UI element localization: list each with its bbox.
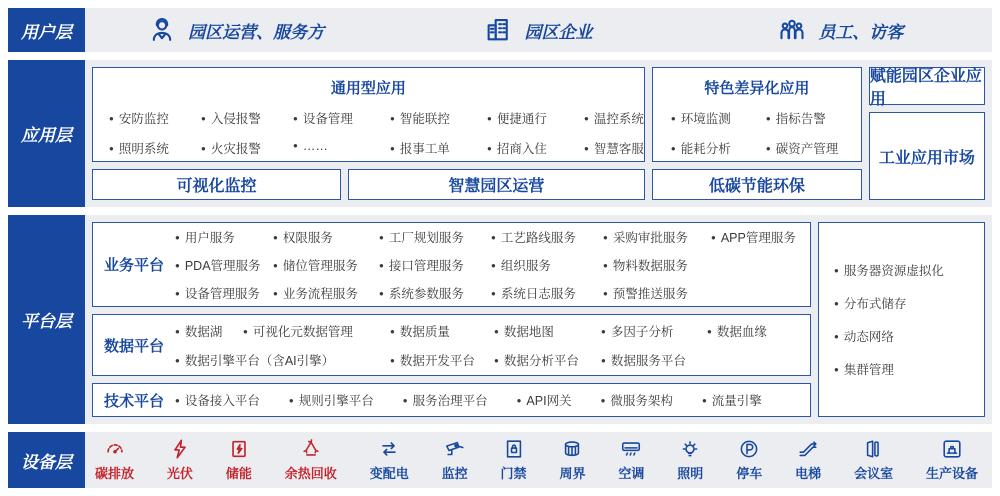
door-lock-icon [503, 438, 525, 460]
business-row [175, 256, 810, 274]
recycle-icon [300, 438, 322, 460]
platform-left-column [92, 222, 811, 417]
data-platform-box [92, 314, 811, 376]
device-perimeter [559, 438, 585, 482]
operator-icon [148, 16, 176, 44]
platform-item: ● API网关 [517, 391, 572, 409]
platform-item: ● 规则引擎平台 [289, 391, 374, 409]
platform-item: ● 数据质量 [390, 322, 494, 340]
platform-layer-band [8, 215, 992, 424]
user-layer-label: 用户层 [8, 8, 85, 52]
featured-apps-items [653, 98, 861, 157]
tech-platform-box [92, 383, 811, 417]
device-label: 余热回收 [284, 466, 337, 481]
app-item: ● 便捷通行 [487, 109, 584, 127]
featured-apps-title: 特色差异化应用 [704, 80, 810, 97]
business-platform-title: 业务平台 [103, 257, 164, 274]
device-label: 光伏 [166, 466, 193, 481]
device-power-distribution [370, 438, 409, 482]
escalator-icon [797, 438, 819, 460]
app-item: ● 智慧客服 [584, 139, 644, 157]
data-row [175, 322, 810, 340]
building-icon [484, 16, 512, 44]
application-layer-label: 应用层 [8, 60, 85, 207]
device-label: 周界 [559, 466, 586, 481]
app-item: ● 入侵报警 [201, 109, 293, 127]
enterprise-apps-column [869, 67, 985, 200]
device-label: 空调 [618, 466, 645, 481]
people-icon [778, 16, 806, 44]
meeting-room-icon [863, 438, 885, 460]
app-item: ● 照明系统 [109, 139, 201, 157]
app-item: ● 环境监测 [671, 109, 766, 127]
application-layer-band [8, 60, 992, 207]
device-energy-storage [226, 438, 252, 482]
business-row [175, 228, 810, 246]
platform-item: ● 系统参数服务 [379, 284, 491, 302]
platform-item: ● 服务治理平台 [403, 391, 488, 409]
device-production-equipment [926, 438, 978, 482]
infra-item: ● 分布式储存 [834, 294, 984, 312]
platform-item: ● 多因子分析 [601, 322, 707, 340]
device-lighting [677, 438, 703, 482]
infra-item: ● 动态网络 [834, 327, 984, 345]
general-apps-box [92, 67, 645, 162]
empower-enterprise-box: 赋能园区企业应用 [869, 67, 985, 105]
battery-icon [228, 438, 250, 460]
perimeter-icon [561, 438, 583, 460]
user-group-operators [85, 8, 387, 52]
device-elevator [795, 438, 821, 482]
low-carbon-bar: 低碳节能环保 [652, 169, 862, 200]
infra-item: ● 集群管理 [834, 360, 984, 378]
platform-item: ● 数据服务平台 [601, 351, 707, 369]
parking-icon [738, 438, 760, 460]
featured-apps-box [652, 67, 862, 162]
platform-item: ● 储位管理服务 [273, 256, 379, 274]
general-apps-items [93, 98, 644, 157]
platform-item: ● 流量引擎 [702, 391, 762, 409]
platform-item: ● 系统日志服务 [491, 284, 603, 302]
tech-platform-title: 技术平台 [103, 392, 164, 410]
general-apps-bars [92, 169, 645, 200]
platform-item: ● 数据引擎平台（含AI引擎） [175, 351, 390, 369]
platform-item: ● 数据分析平台 [494, 351, 601, 369]
platform-item: ● 设备管理服务 [175, 284, 273, 302]
data-platform-items [175, 322, 810, 369]
platform-layer-label: 平台层 [8, 215, 85, 424]
app-item: ● 温控系统 [584, 109, 644, 127]
platform-item: ● 设备接入平台 [175, 391, 260, 409]
platform-item: ● 数据开发平台 [390, 351, 494, 369]
featured-apps-column [652, 67, 862, 200]
platform-item: ● 工厂规划服务 [379, 228, 491, 246]
device-label: 会议室 [854, 466, 894, 481]
device-surveillance [442, 438, 468, 482]
device-carbon-emission [95, 438, 134, 482]
app-item: ● 火灾报警 [201, 139, 293, 157]
device-label: 碳排放 [95, 466, 135, 481]
business-platform-items [175, 228, 810, 302]
device-label: 储能 [225, 466, 252, 481]
device-meeting-room [854, 438, 893, 482]
platform-item: ● 数据血缘 [707, 322, 810, 340]
platform-item: ● 权限服务 [273, 228, 379, 246]
light-bulb-icon [679, 438, 701, 460]
platform-item: ● 组织服务 [491, 256, 603, 274]
bolt-icon [169, 438, 191, 460]
app-item: ● 安防监控 [109, 109, 201, 127]
user-layer-band [8, 8, 992, 52]
business-platform-box [92, 222, 811, 307]
app-item: ● 能耗分析 [671, 139, 766, 157]
business-row [175, 284, 810, 302]
device-label: 电梯 [795, 466, 822, 481]
device-layer-band [8, 432, 992, 488]
device-layer-label: 设备层 [8, 432, 85, 488]
industrial-app-market-box: 工业应用市场 [869, 112, 985, 200]
user-group-label: 员工、访客 [818, 22, 904, 42]
user-group-label: 园区运营、服务方 [188, 22, 325, 42]
platform-item: ● APP管理服务 [711, 228, 810, 246]
device-label: 生产设备 [925, 466, 978, 481]
device-label: 停车 [736, 466, 763, 481]
infrastructure-box [818, 222, 985, 417]
visual-monitoring-bar: 可视化监控 [92, 169, 341, 200]
platform-item: ● 接口管理服务 [379, 256, 491, 274]
user-group-label: 园区企业 [524, 22, 593, 42]
app-item: ● 招商入住 [487, 139, 584, 157]
device-waste-heat-recovery [285, 438, 337, 482]
ac-icon [620, 438, 642, 460]
platform-item: ● 微服务架构 [601, 391, 673, 409]
device-layer-content [85, 432, 992, 488]
platform-item: ● PDA管理服务 [175, 256, 273, 274]
device-label: 变配电 [369, 466, 409, 481]
gauge-icon [104, 438, 126, 460]
device-photovoltaic [167, 438, 193, 482]
platform-layer-content [85, 215, 992, 424]
device-label: 监控 [441, 466, 468, 481]
general-apps-column [92, 67, 645, 200]
platform-item: ● 采购审批服务 [603, 228, 711, 246]
platform-item: ● 预警推送服务 [603, 284, 711, 302]
platform-item: ● 业务流程服务 [273, 284, 379, 302]
data-row [175, 351, 810, 369]
general-apps-title: 通用型应用 [330, 80, 406, 97]
swap-arrows-icon [378, 438, 400, 460]
device-label: 门禁 [500, 466, 527, 481]
app-item: ● …… [293, 139, 390, 157]
platform-item: ● 工艺路线服务 [491, 228, 603, 246]
user-group-enterprises [387, 8, 689, 52]
app-item: ● 报事工单 [390, 139, 487, 157]
app-item: ● 设备管理 [293, 109, 390, 127]
platform-item: ● 可视化元数据管理 [243, 322, 390, 340]
application-layer-content [85, 60, 992, 207]
device-label: 照明 [677, 466, 704, 481]
production-icon [941, 438, 963, 460]
platform-item: ● 数据地图 [494, 322, 601, 340]
smart-park-operation-bar: 智慧园区运营 [348, 169, 645, 200]
data-platform-title: 数据平台 [103, 337, 164, 355]
infra-item: ● 服务器资源虚拟化 [834, 261, 984, 279]
cctv-icon [444, 438, 466, 460]
platform-item: ● 数据湖 [175, 322, 243, 340]
app-item: ● 碳资产管理 [766, 139, 861, 157]
tech-platform-items [175, 391, 810, 409]
platform-item: ● 物料数据服务 [603, 256, 711, 274]
user-layer-content [85, 8, 992, 52]
user-group-visitors [690, 8, 992, 52]
device-access-control [501, 438, 527, 482]
app-item: ● 指标告警 [766, 109, 861, 127]
app-item: ● 智能联控 [390, 109, 487, 127]
device-air-conditioning [618, 438, 644, 482]
platform-item: ● 用户服务 [175, 228, 273, 246]
device-parking [736, 438, 762, 482]
